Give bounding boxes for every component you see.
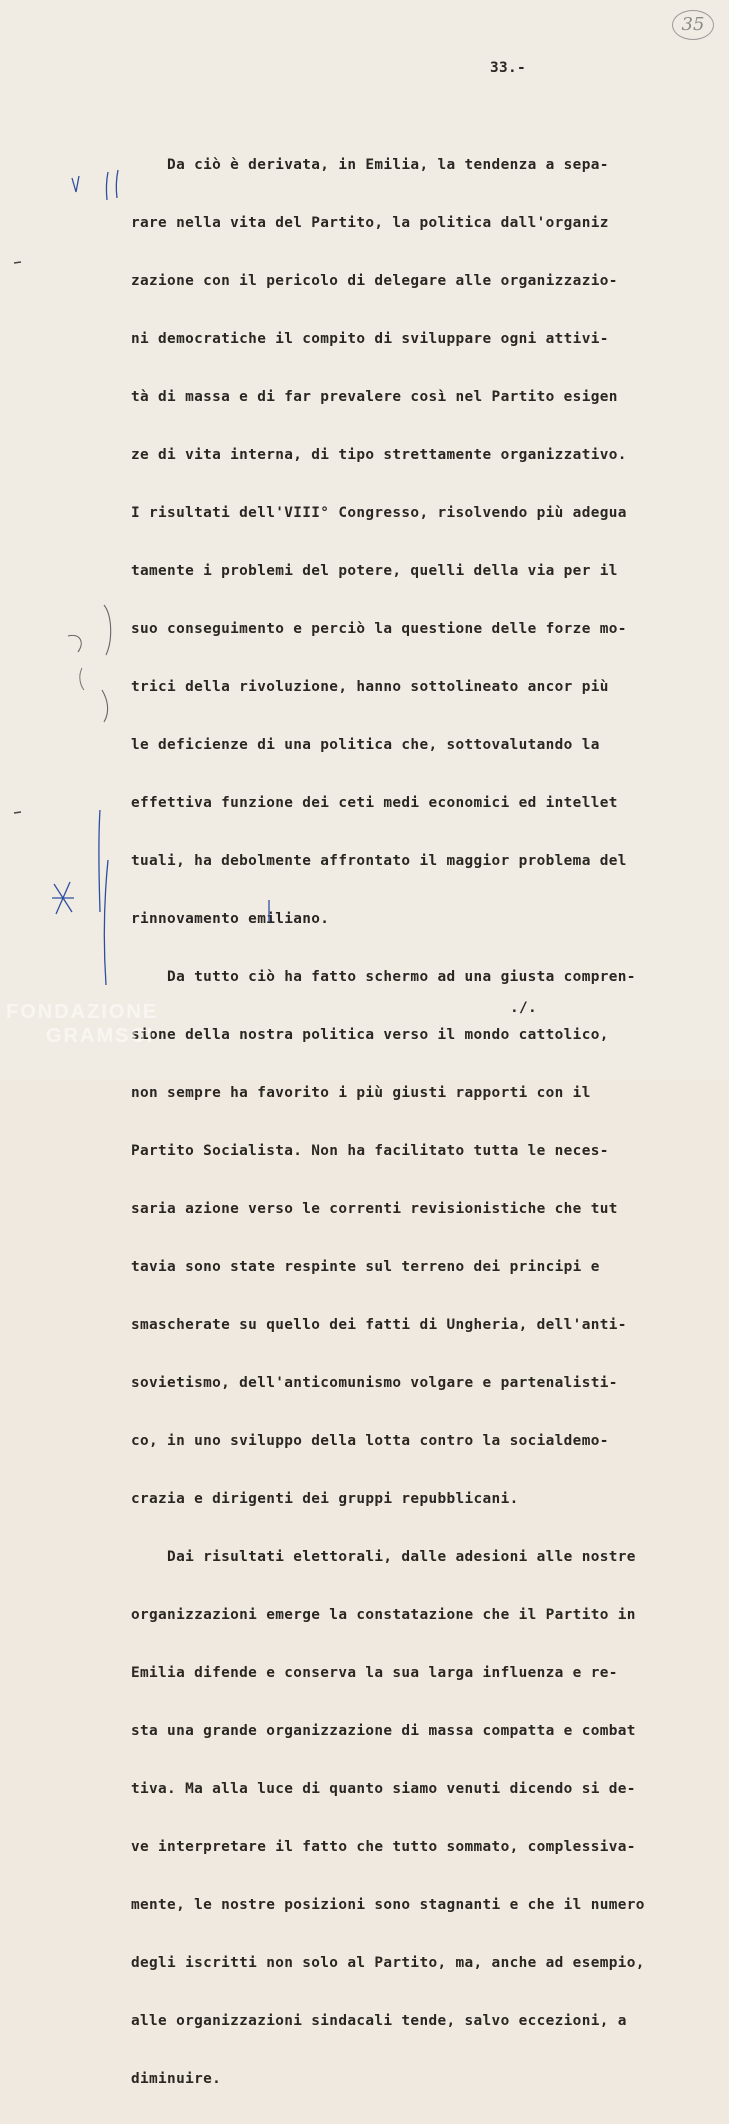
text-line: Partito Socialista. Non ha facilitato tutta le neces- <box>131 1143 609 1159</box>
text-line: Dai risultati elettorali, dalle adesioni alle nostre <box>131 1549 636 1565</box>
text-line: sta una grande organizzazione di massa compatta e combat <box>131 1723 636 1739</box>
text-line: Da ciò è derivata, in Emilia, la tendenza a sepa- <box>131 157 609 173</box>
text-line: Emilia difende e conserva la sua larga influenza e re- <box>131 1665 618 1681</box>
text-line: co, in uno sviluppo della lotta contro la socialdemo- <box>131 1433 609 1449</box>
text-line: alle organizzazioni sindacali tende, salvo eccezioni, a <box>131 2013 627 2029</box>
text-line: suo conseguimento e perciò la questione delle forze mo- <box>131 621 627 637</box>
edge-tick-icon <box>14 262 21 263</box>
text-line: effettiva funzione dei ceti medi economici ed intellet <box>131 795 618 811</box>
text-line: ve interpretare il fatto che tutto sommato, complessiva- <box>131 1839 636 1855</box>
continuation-mark: ./. <box>510 1000 538 1016</box>
text-line: tuali, ha debolmente affrontato il maggior problema del <box>131 853 627 869</box>
text-line: le deficienze di una politica che, sottovalutando la <box>131 737 600 753</box>
text-line: tavia sono state respinte sul terreno dei principi e <box>131 1259 600 1275</box>
text-line: rare nella vita del Partito, la politica dall'organiz <box>131 215 609 231</box>
cross-mark-icon <box>52 882 74 914</box>
text-line: zazione con il pericolo di delegare alle organizzazio- <box>131 273 618 289</box>
text-line: mente, le nostre posizioni sono stagnanti e che il numero <box>131 1897 645 1913</box>
text-line: tà di massa e di far prevalere così nel Partito esigen <box>131 389 618 405</box>
text-line: rinnovamento emiliano. <box>131 911 330 927</box>
edge-tick-icon <box>14 812 21 813</box>
text-line: I risultati dell'VIII° Congresso, risolvendo più adegua <box>131 505 627 521</box>
margin-bar-icon <box>104 860 108 985</box>
text-line: crazia e dirigenti dei gruppi repubblicani. <box>131 1491 519 1507</box>
archive-watermark <box>6 1000 158 1048</box>
text-line: sione della nostra politica verso il mondo cattolico, <box>131 1027 609 1043</box>
text-line: diminuire. <box>131 2071 222 2087</box>
text-line: non sempre ha favorito i più giusti rapporti con il <box>131 1085 591 1101</box>
text-line: smascherate su quello dei fatti di Ungheria, dell'anti- <box>131 1317 627 1333</box>
text-line: tamente i problemi del potere, quelli della via per il <box>131 563 618 579</box>
text-line: ze di vita interna, di tipo strettamente organizzativo. <box>131 447 627 463</box>
archive-page-number: 35 <box>672 10 714 40</box>
pencil-bracket-icon <box>102 690 108 722</box>
pencil-bracket-icon <box>104 605 111 655</box>
page-number: 33.- <box>490 60 527 76</box>
text-line: Da tutto ciò ha fatto schermo ad una giusta compren- <box>131 969 636 985</box>
pencil-hook-icon <box>80 668 84 690</box>
body-text <box>131 120 671 2124</box>
margin-bar-icon <box>99 810 100 912</box>
watermark-line-1: FONDAZIONE <box>6 1001 159 1023</box>
text-line: sovietismo, dell'anticomunismo volgare e partenalisti- <box>131 1375 618 1391</box>
text-line: ni democratiche il compito di sviluppare ogni attivi- <box>131 331 609 347</box>
text-line: saria azione verso le correnti revisionistiche che tut <box>131 1201 618 1217</box>
text-line: trici della rivoluzione, hanno sottolineato ancor più <box>131 679 609 695</box>
text-line: degli iscritti non solo al Partito, ma, anche ad esempio, <box>131 1955 645 1971</box>
check-mark-icon <box>72 176 79 192</box>
margin-double-bar-icon <box>106 170 118 200</box>
watermark-line-2: GRAMSCI <box>46 1025 155 1047</box>
text-line: organizzazioni emerge la constatazione che il Partito in <box>131 1607 636 1623</box>
text-line: tiva. Ma alla luce di quanto siamo venuti dicendo si de- <box>131 1781 636 1797</box>
pencil-curve-icon <box>68 635 81 652</box>
